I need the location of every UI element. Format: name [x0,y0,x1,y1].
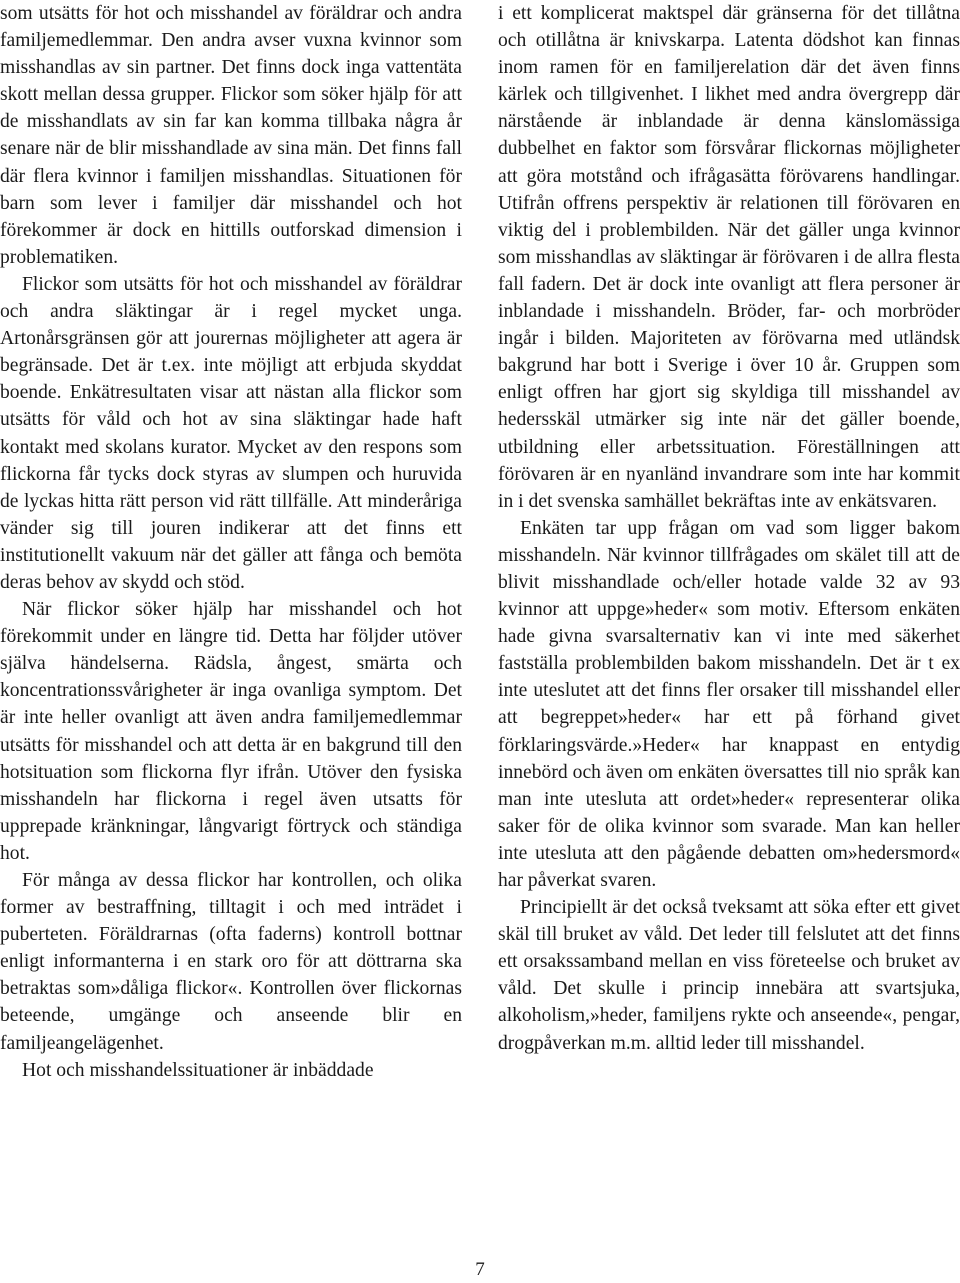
body-paragraph: Flickor som utsätts för hot och misshandel av föräldrar och andra släktingar är i regel mycket unga. Artonårsgränsen gör att jourernas möjligheter att agera är begränsade. Det är t.ex. inte möjligt att erbjuda skyddat boende. Enkätresultaten visar att nästan alla flickor som utsätts för våld och hot av sina släktingar hade haft kontakt med skolans kurator. Mycket av den respons som flickorna får tycks dock styras av slumpen och huruvida de lyckas hitta rätt person vid rätt tillfälle. Att minderåriga vänder sig till jouren indikerar att det finns ett institutionellt vakuum när det gäller att fånga och bemöta deras behov av skydd och stöd. [0,273,462,593]
body-paragraph: som utsätts för hot och misshandel av föräldrar och andra familjemedlemmar. Den andra avser vuxna kvinnor som misshandlas av sin partner. Det finns dock inga vattentäta skott mellan dessa grupper. Flickor som söker hjälp för att de misshandlats av sin far kan komma tillbaka några år senare när de blir misshandlade av sina män. Det finns fall där flera kvinnor i familjen misshandlas. Situationen för barn som lever i familjer där misshandel och hot förekommer är dock en hittills outforskad dimension i problematiken. [0,3,462,268]
left-column [0,0,462,1084]
page-number: 7 [475,1259,485,1280]
body-paragraph: Enkäten tar upp frågan om vad som ligger bakom misshandeln. När kvinnor tillfrågades om skälet till att de blivit misshandlade och/eller hotade valde 32 av 93 kvinnor att uppge»heder« som motiv. Eftersom enkäten hade givna svarsalternativ kan vi inte med säkerhet fastställa problembilden bakom misshandeln. Det är t ex inte uteslutet att det finns fler orsaker till misshandel eller att begreppet»heder« har ett på förhand givet förklaringsvärde.»Heder« har knappast en entydig innebörd och även om enkäten översattes till nio språk kan man inte utesluta att ordet»heder« representerar olika saker för de olika kvinnor som svarade. Man kan heller inte utesluta att den pågående debatten om»hedersmord« har påverkat svaren. [498,517,960,891]
body-paragraph: Hot och misshandelssituationer är inbäddade [22,1059,374,1081]
right-column [498,0,960,1057]
body-paragraph: i ett komplicerat maktspel där gränserna för det tillåtna och otillåtna är knivskarpa. Latenta dödshot kan finnas inom ramen för en familjerelation där det även finns kärlek och tillgivenhet. I likhet med andra övergrepp där närstående är inblandade är denna känslomässiga dubbelhet en faktor som försvårar flickornas möjligheter att göra motstånd och ifrågasätta förövarens handlingar. Utifrån offrens perspektiv är relationen till förövaren en viktig del i problembilden. När det gäller unga kvinnor som misshandlas av släktingar är förövaren i de allra flesta fall fadern. Det är dock inte ovanligt att flera personer är inblandade i misshandeln. Bröder, far- och morbröder ingår i bilden. Majoriteten av förövarna med utländsk bakgrund har bott i Sverige i över 10 år. Gruppen som enligt offren har gjort sig skyldiga till misshandel av hedersskäl utmärker sig inte när det gäller boende, utbildning eller arbetssituation. Föreställningen att förövaren är en nyanländ invandrare som inte har kommit in i det svenska samhället bekräftas inte av enkätsvaren. [498,3,960,512]
body-paragraph: Principiellt är det också tveksamt att söka efter ett givet skäl till bruket av våld. Det leder till felslutet att det finns ett orsakssamband mellan en viss företeelse och bruket av våld. Det skulle i princip innebära att svartsjuka, alkoholism,»heder, familjens rykte och anseende«, pengar, drogpåverkan m.m. alltid leder till misshandel. [498,897,960,1054]
body-paragraph: För många av dessa flickor har kontrollen, och olika former av bestraffning, tilltagit i och med inträdet i puberteten. Föräldrarnas (ofta faderns) kontroll bottnar enligt informanterna i en stark oro för att döttrarna ska betraktas som»dåliga flickor«. Kontrollen över flickornas beteende, umgänge och anseende blir en familjeangelägenhet. [0,870,462,1054]
body-paragraph: När flickor söker hjälp har misshandel och hot förekommit under en längre tid. Detta har följder utöver själva händelserna. Rädsla, ångest, smärta och koncentrationssvårigheter är inga ovanliga symptom. Det är inte heller ovanligt att även andra familjemedlemmar utsätts för misshandel och att detta är en bakgrund till den hotsituation som flickorna flyr ifrån. Utöver den fysiska misshandeln har flickorna i regel även utsatts för upprepade kränkningar, långvarigt förtryck och ständiga hot. [0,599,462,864]
